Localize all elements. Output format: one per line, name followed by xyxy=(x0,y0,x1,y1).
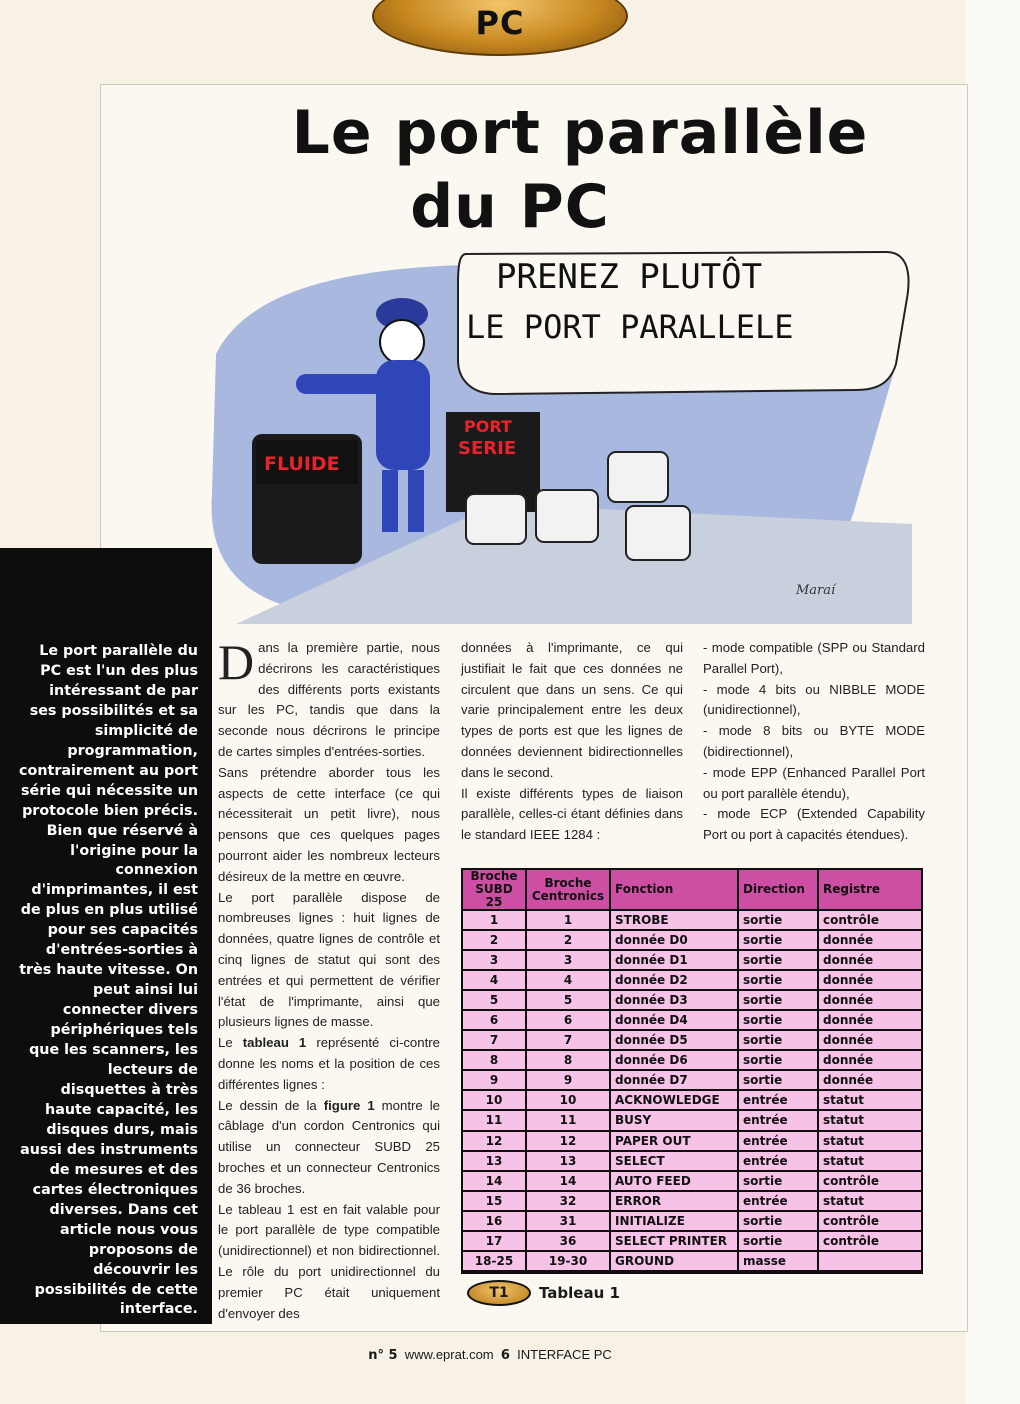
paragraph-4: Le tableau 1 représenté ci-contre donne les noms et la position de ces différentes lignes : xyxy=(218,1035,440,1092)
table-row xyxy=(463,1011,921,1029)
table-cell: donnée xyxy=(819,1071,921,1089)
table-cell: 14 xyxy=(463,1172,525,1190)
header-fonction: Fonction xyxy=(611,870,737,909)
article-title-line-2: du PC xyxy=(410,172,610,242)
drop-cap: D xyxy=(218,634,255,690)
table-row xyxy=(463,931,921,949)
table-cell: AUTO FEED xyxy=(611,1172,737,1190)
table-cell: sortie xyxy=(739,991,817,1009)
table-cell: 13 xyxy=(463,1152,525,1170)
table-caption-label: Tableau 1 xyxy=(539,1284,620,1302)
table-row xyxy=(463,951,921,969)
table-cell: ERROR xyxy=(611,1192,737,1210)
table-cell: 9 xyxy=(527,1071,609,1089)
table-row xyxy=(463,971,921,989)
table-cell: 4 xyxy=(463,971,525,989)
table-badge: T1 xyxy=(467,1280,531,1306)
cartoon-illustration xyxy=(196,244,912,624)
table-cell: 2 xyxy=(527,931,609,949)
table-cell: sortie xyxy=(739,971,817,989)
speech-line-1: PRENEZ PLUTÔT xyxy=(496,257,763,297)
table-cell: donnée D7 xyxy=(611,1071,737,1089)
table-cell: 13 xyxy=(527,1152,609,1170)
footer-page: 6 xyxy=(500,1348,510,1363)
table-cell: sortie xyxy=(739,1051,817,1069)
table-cell: 16 xyxy=(463,1212,525,1230)
sidebar-intro-text: Le port parallèle du PC est l'un des plus intéressant de par ses possibilités et sa simplicité de programmation, contrairement au port série qui nécessite un protocole bien précis. Bien que réservé à l'origine pour la connexion d'imprimantes, il est de plus en plus utilisé pour ses capacités d'entrées-sorties à très haute vitesse. On peut ainsi lui connecter divers périphériques tels que les scanners, les lecteurs de disquettes à très haute capacité, les disques durs, mais aussi des instruments de mesures et des cartes électroniques diverses. Dans cet article nous vous proposons de découvrir les possibilités de cette interface. xyxy=(19,643,198,1318)
table-cell: 4 xyxy=(527,971,609,989)
footer-site: www.eprat.com xyxy=(404,1347,494,1362)
section-tab-label: PC xyxy=(475,4,525,42)
table-cell: entrée xyxy=(739,1091,817,1109)
table-cell: sortie xyxy=(739,1031,817,1049)
table-cell: donnée D2 xyxy=(611,971,737,989)
paragraph-2: Sans prétendre aborder tous les aspects de cette interface (ce qui nécessiterait un petit livre), nous pensons que ces quelques pages pourront aider les nombreux lecteurs désireux de la mettre en œuvre. xyxy=(218,764,440,884)
table-cell: donnée xyxy=(819,991,921,1009)
table-row xyxy=(463,1031,921,1049)
sign-left: FLUIDE xyxy=(264,453,340,475)
table-cell: GROUND xyxy=(611,1252,737,1270)
table-cell: 32 xyxy=(527,1192,609,1210)
table-row xyxy=(463,1172,921,1190)
table-cell: 8 xyxy=(463,1051,525,1069)
table-cell: donnée xyxy=(819,951,921,969)
table-cell: entrée xyxy=(739,1132,817,1150)
table-cell: ACKNOWLEDGE xyxy=(611,1091,737,1109)
paragraph-5: Le dessin de la figure 1 montre le câblage d'un cordon Centronics qui utilise un connecteur SUBD 25 broches et un connecteur Centronics de 36 broches. xyxy=(218,1097,440,1196)
table-cell: donnée xyxy=(819,1031,921,1049)
table-cell: BUSY xyxy=(611,1111,737,1129)
table-cell: donnée D0 xyxy=(611,931,737,949)
table-cell: sortie xyxy=(739,951,817,969)
table-cell: entrée xyxy=(739,1152,817,1170)
footer-magazine: INTERFACE PC xyxy=(517,1347,612,1362)
table-row xyxy=(463,1192,921,1210)
table-cell: contrôle xyxy=(819,1232,921,1250)
table-cell: sortie xyxy=(739,1212,817,1230)
table-cell: contrôle xyxy=(819,1172,921,1190)
footer-issue: n° 5 xyxy=(368,1348,398,1363)
table-cell: 6 xyxy=(463,1011,525,1029)
table-cell: sortie xyxy=(739,1172,817,1190)
header-registre: Registre xyxy=(819,870,921,909)
table-row xyxy=(463,1051,921,1069)
speech-line-2: LE PORT PARALLELE xyxy=(466,308,794,346)
table-cell: 12 xyxy=(463,1132,525,1150)
table-cell: statut xyxy=(819,1111,921,1129)
mode-item: - mode ECP (Extended Capability Port ou port à capacités étendues). xyxy=(703,806,925,843)
paragraph-3: Le port parallèle dispose de nombreuses lignes : huit lignes de données, quatre lignes de contrôle et cinq lignes de statut qui sont des entrées et qui permettent de vérifier l'état de l'imprimante, ainsi que plusieurs lignes de masse. xyxy=(218,889,440,1030)
table-cell: 5 xyxy=(463,991,525,1009)
table-cell: donnée xyxy=(819,971,921,989)
section-tab xyxy=(372,0,628,56)
table-caption xyxy=(467,1280,620,1306)
table-cell: statut xyxy=(819,1192,921,1210)
table-cell: statut xyxy=(819,1152,921,1170)
table-row xyxy=(463,1071,921,1089)
mode-item: - mode 4 bits ou NIBBLE MODE (unidirectionnel), xyxy=(703,681,925,718)
table-row xyxy=(463,1091,921,1109)
table-cell: sortie xyxy=(739,1071,817,1089)
header-centronics: Broche Centronics xyxy=(527,870,609,909)
table-cell: donnée xyxy=(819,931,921,949)
table-cell: 31 xyxy=(527,1212,609,1230)
body-column-3 xyxy=(703,638,925,846)
page-footer xyxy=(0,1347,980,1363)
paragraph-7: données à l'imprimante, ce qui justifiait le fait que ces données ne circulent que dans un sens. Ce qui varie principalement entre les deux types de ports est que les lignes de données deviennent bidirectionnelles dans le second. xyxy=(461,640,683,780)
paragraph-1: ans la première partie, nous décrirons les caractéristiques des différents ports existants sur les PC, tandis que dans la seconde nous décrirons le principe de cartes simples d'entrées-sorties. xyxy=(218,640,440,759)
table-cell: donnée D1 xyxy=(611,951,737,969)
table-row xyxy=(463,1232,921,1250)
table-cell: donnée xyxy=(819,1051,921,1069)
body-column-1 xyxy=(218,634,440,1324)
table-cell: sortie xyxy=(739,1011,817,1029)
table-cell: SELECT xyxy=(611,1152,737,1170)
table-cell: 7 xyxy=(463,1031,525,1049)
table-cell: 7 xyxy=(527,1031,609,1049)
pin-table xyxy=(461,868,923,1274)
table-cell: 3 xyxy=(463,951,525,969)
table-cell: contrôle xyxy=(819,1212,921,1230)
table-cell: INITIALIZE xyxy=(611,1212,737,1230)
table-cell: 14 xyxy=(527,1172,609,1190)
table-cell: sortie xyxy=(739,911,817,929)
mode-item: - mode compatible (SPP ou Standard Parallel Port), xyxy=(703,640,925,676)
table-cell: 10 xyxy=(527,1091,609,1109)
table-cell: 18-25 xyxy=(463,1252,525,1270)
table-cell: statut xyxy=(819,1091,921,1109)
table-row xyxy=(463,1212,921,1230)
paragraph-6: Le tableau 1 est en fait valable pour le port parallèle de type compatible (unidirectionnel) et non bidirectionnel. Le rôle du port unidirectionnel du premier PC était uniquement d'envoyer des xyxy=(218,1201,440,1321)
table-cell: masse xyxy=(739,1252,817,1270)
table-cell: 36 xyxy=(527,1232,609,1250)
table-row xyxy=(463,1111,921,1129)
table-row xyxy=(463,911,921,929)
table-cell: donnée xyxy=(819,1011,921,1029)
table-row xyxy=(463,1252,921,1270)
table-cell: entrée xyxy=(739,1111,817,1129)
table-cell: 10 xyxy=(463,1091,525,1109)
sign-right-line-2: SERIE xyxy=(458,438,517,459)
table-cell: donnée D5 xyxy=(611,1031,737,1049)
table-cell: donnée D3 xyxy=(611,991,737,1009)
table-cell: 9 xyxy=(463,1071,525,1089)
table-cell: 11 xyxy=(463,1111,525,1129)
table-row xyxy=(463,1152,921,1170)
table-cell: 17 xyxy=(463,1232,525,1250)
table-body xyxy=(463,911,921,1270)
table-cell: 8 xyxy=(527,1051,609,1069)
body-column-2 xyxy=(461,638,683,846)
table-cell: donnée D4 xyxy=(611,1011,737,1029)
table-cell: STROBE xyxy=(611,911,737,929)
paragraph-8: Il existe différents types de liaison parallèle, celles-ci étant définies dans le standard IEEE 1284 : xyxy=(461,785,683,843)
table-cell: donnée D6 xyxy=(611,1051,737,1069)
table-cell: 1 xyxy=(527,911,609,929)
header-subd25: Broche SUBD 25 xyxy=(463,870,525,909)
table-cell: 19-30 xyxy=(527,1252,609,1270)
table-cell: sortie xyxy=(739,1232,817,1250)
table-cell: 2 xyxy=(463,931,525,949)
table-cell: 5 xyxy=(527,991,609,1009)
table-cell: PAPER OUT xyxy=(611,1132,737,1150)
table-cell: 15 xyxy=(463,1192,525,1210)
table-cell: statut xyxy=(819,1132,921,1150)
sign-right-line-1: PORT xyxy=(464,417,512,436)
table-cell: SELECT PRINTER xyxy=(611,1232,737,1250)
article-title-line-1: Le port parallèle xyxy=(291,98,869,168)
table-cell: 6 xyxy=(527,1011,609,1029)
mode-item: - mode 8 bits ou BYTE MODE (bidirectionnel), xyxy=(703,723,925,759)
table-cell: 3 xyxy=(527,951,609,969)
table-row xyxy=(463,1132,921,1150)
table-cell: 11 xyxy=(527,1111,609,1129)
mode-item: - mode EPP (Enhanced Parallel Port ou port parallèle étendu), xyxy=(703,764,925,801)
table-cell xyxy=(819,1252,921,1270)
table-cell: contrôle xyxy=(819,911,921,929)
table-row xyxy=(463,991,921,1009)
signature: Maraí xyxy=(796,583,836,598)
table-cell: 12 xyxy=(527,1132,609,1150)
table-cell: entrée xyxy=(739,1192,817,1210)
table-cell: sortie xyxy=(739,931,817,949)
header-direction: Direction xyxy=(739,870,817,909)
table-cell: 1 xyxy=(463,911,525,929)
